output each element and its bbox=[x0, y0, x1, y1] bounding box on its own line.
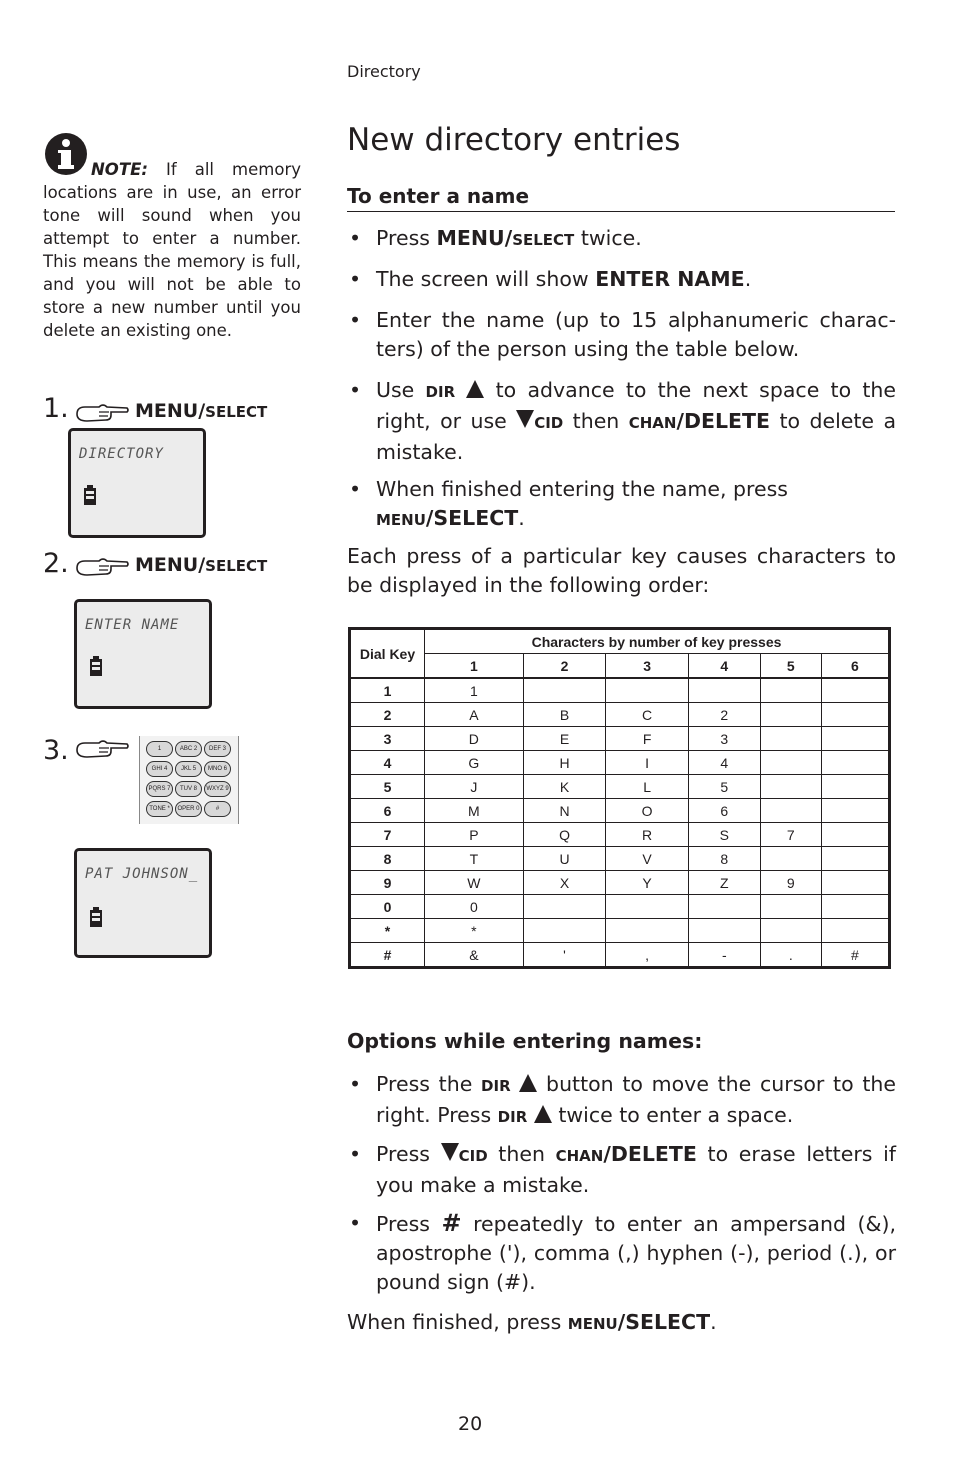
options-heading: Options while entering names: bbox=[347, 1029, 703, 1053]
table-cell bbox=[688, 919, 760, 943]
table-cell bbox=[821, 895, 889, 919]
table-cell: U bbox=[523, 847, 606, 871]
table-cell: 9 bbox=[760, 871, 821, 895]
table-col-header: 6 bbox=[821, 654, 889, 679]
bullet-screen-shows: • The screen will show ENTER NAME. bbox=[349, 267, 752, 291]
table-key-cell: 9 bbox=[350, 871, 425, 895]
table-col-header: 5 bbox=[760, 654, 821, 679]
option-pound-key: • Press # repeatedly to enter an ampersand (&), apostrophe ('), comma (,) hyphen (-), period (.), or pound sign (#). bbox=[349, 1209, 896, 1294]
table-cell: 5 bbox=[688, 775, 760, 799]
keypad-key: TONE * bbox=[146, 801, 173, 817]
step-1-number: 1. bbox=[43, 393, 69, 424]
page-title: New directory entries bbox=[347, 122, 681, 158]
table-cell bbox=[821, 919, 889, 943]
keypad-key: 1 bbox=[146, 741, 173, 757]
pointing-hand-icon bbox=[75, 556, 129, 578]
table-cell bbox=[606, 919, 689, 943]
table-cell: Z bbox=[688, 871, 760, 895]
table-cell: L bbox=[606, 775, 689, 799]
keypad-key: PQRS 7 bbox=[146, 781, 173, 797]
table-cell bbox=[821, 775, 889, 799]
page-number: 20 bbox=[458, 1413, 483, 1435]
table-cell: & bbox=[425, 943, 524, 968]
table-cell: S bbox=[688, 823, 760, 847]
table-cell: V bbox=[606, 847, 689, 871]
table-cell bbox=[821, 727, 889, 751]
pointing-hand-icon bbox=[75, 402, 129, 424]
step-2-number: 2. bbox=[43, 548, 69, 579]
up-arrow-icon bbox=[534, 1105, 552, 1123]
bullet-use-dir: • Use DIR to advance to the next space to the right, or use CID then CHAN/DELETE to delete a mistake. bbox=[349, 378, 897, 464]
pound-key-icon: # bbox=[441, 1209, 462, 1237]
table-row bbox=[350, 678, 890, 703]
table-cell: 3 bbox=[688, 727, 760, 751]
table-header-dial-key: Dial Key bbox=[350, 629, 425, 679]
table-cell bbox=[688, 895, 760, 919]
table-cell: I bbox=[606, 751, 689, 775]
table-cell: A bbox=[425, 703, 524, 727]
battery-icon bbox=[89, 907, 103, 927]
table-cell bbox=[760, 919, 821, 943]
table-cell: ' bbox=[523, 943, 606, 968]
keypad-key: TUV 8 bbox=[175, 781, 202, 797]
table-cell bbox=[606, 895, 689, 919]
table-cell: N bbox=[523, 799, 606, 823]
phone-screen-enter-name bbox=[74, 599, 212, 709]
battery-icon bbox=[89, 656, 103, 676]
table-row bbox=[350, 799, 890, 823]
table-cell: H bbox=[523, 751, 606, 775]
table-cell: K bbox=[523, 775, 606, 799]
table-cell bbox=[606, 678, 689, 703]
table-row bbox=[350, 775, 890, 799]
table-key-cell: 0 bbox=[350, 895, 425, 919]
option-dir-cursor: • Press the DIR button to move the cursor to the right. Press DIR twice to enter a space. bbox=[349, 1072, 896, 1127]
screen-text: DIRECTORY bbox=[79, 446, 164, 462]
phone-screen-directory bbox=[68, 428, 206, 538]
table-cell bbox=[760, 703, 821, 727]
table-cell bbox=[821, 751, 889, 775]
table-cell bbox=[760, 751, 821, 775]
keypad-image bbox=[139, 736, 239, 824]
table-cell: M bbox=[425, 799, 524, 823]
bullet-when-finished: • When finished entering the name, press MENU/SELECT. bbox=[349, 477, 788, 530]
phone-screen-pat-johnson bbox=[74, 848, 212, 958]
table-cell bbox=[760, 799, 821, 823]
table-cell: - bbox=[688, 943, 760, 968]
table-key-cell: 4 bbox=[350, 751, 425, 775]
table-row bbox=[350, 895, 890, 919]
table-cell: E bbox=[523, 727, 606, 751]
table-cell bbox=[760, 727, 821, 751]
table-cell bbox=[760, 847, 821, 871]
keypad-key: JKL 5 bbox=[175, 761, 202, 777]
table-cell bbox=[821, 703, 889, 727]
screen-text: PAT JOHNSON_ bbox=[85, 866, 199, 882]
table-cell bbox=[760, 678, 821, 703]
table-row bbox=[350, 943, 890, 968]
table-cell: X bbox=[523, 871, 606, 895]
table-col-header: 4 bbox=[688, 654, 760, 679]
table-cell: * bbox=[425, 919, 524, 943]
table-cell: W bbox=[425, 871, 524, 895]
table-key-cell: 2 bbox=[350, 703, 425, 727]
table-cell: J bbox=[425, 775, 524, 799]
table-cell bbox=[821, 678, 889, 703]
bullet-enter-name: • Enter the name (up to 15 alphanumeric charac-ters) of the person using the table below. bbox=[349, 308, 896, 361]
table-cell: # bbox=[821, 943, 889, 968]
step-2-menu-select-label: MENU/SELECT bbox=[135, 554, 268, 576]
pointing-hand-icon bbox=[75, 738, 129, 760]
table-header-characters: Characters by number of key presses bbox=[425, 629, 890, 654]
table-cell: F bbox=[606, 727, 689, 751]
table-cell bbox=[523, 919, 606, 943]
table-key-cell: 6 bbox=[350, 799, 425, 823]
table-row bbox=[350, 871, 890, 895]
table-row bbox=[350, 823, 890, 847]
table-cell: , bbox=[606, 943, 689, 968]
table-col-header: 2 bbox=[523, 654, 606, 679]
bullet-press-menu-select: • Press MENU/SELECT twice. bbox=[349, 226, 642, 250]
note-label: NOTE: bbox=[91, 160, 148, 179]
option-erase-letters: • Press CID then CHAN/DELETE to erase letters if you make a mistake. bbox=[349, 1142, 896, 1197]
down-arrow-icon bbox=[441, 1143, 459, 1161]
table-row bbox=[350, 751, 890, 775]
table-cell bbox=[821, 799, 889, 823]
note-text: If all memory locations are in use, an error tone will sound when you attempt to enter a number. This means the memory is full, and you will not be able to store a new number until you delete an existing one. bbox=[43, 160, 301, 340]
table-cell bbox=[760, 895, 821, 919]
table-cell: G bbox=[425, 751, 524, 775]
table-cell bbox=[821, 871, 889, 895]
table-row bbox=[350, 847, 890, 871]
table-key-cell: * bbox=[350, 919, 425, 943]
keypad-key: GHI 4 bbox=[146, 761, 173, 777]
page-header: Directory bbox=[347, 62, 421, 81]
keypad-key: DEF 3 bbox=[204, 741, 231, 757]
memory-full-note bbox=[43, 158, 301, 342]
table-cell: Q bbox=[523, 823, 606, 847]
table-cell bbox=[821, 823, 889, 847]
table-key-cell: 5 bbox=[350, 775, 425, 799]
order-paragraph: Each press of a particular key causes characters to be displayed in the following order: bbox=[347, 544, 896, 597]
up-arrow-icon bbox=[519, 1074, 537, 1092]
table-key-cell: 3 bbox=[350, 727, 425, 751]
table-row bbox=[350, 703, 890, 727]
keypad-key: # bbox=[204, 801, 231, 817]
step-1-menu-select-label: MENU/SELECT bbox=[135, 400, 268, 422]
table-cell: 6 bbox=[688, 799, 760, 823]
table-cell: . bbox=[760, 943, 821, 968]
table-col-header: 3 bbox=[606, 654, 689, 679]
table-cell: D bbox=[425, 727, 524, 751]
keypad-key: ABC 2 bbox=[175, 741, 202, 757]
table-cell: 1 bbox=[425, 678, 524, 703]
keypad-key: WXYZ 9 bbox=[204, 781, 231, 797]
battery-icon bbox=[83, 485, 97, 505]
keypad-key: MNO 6 bbox=[204, 761, 231, 777]
screen-text: ENTER NAME bbox=[85, 617, 180, 633]
keypad-key: OPER 0 bbox=[175, 801, 202, 817]
table-key-cell: 7 bbox=[350, 823, 425, 847]
table-cell bbox=[523, 678, 606, 703]
table-cell: T bbox=[425, 847, 524, 871]
table-cell: R bbox=[606, 823, 689, 847]
table-key-cell: # bbox=[350, 943, 425, 968]
table-cell bbox=[760, 775, 821, 799]
finish-paragraph: When finished, press MENU/SELECT. bbox=[347, 1310, 717, 1334]
table-key-cell: 1 bbox=[350, 678, 425, 703]
table-row bbox=[350, 919, 890, 943]
up-arrow-icon bbox=[466, 380, 484, 398]
table-cell bbox=[688, 678, 760, 703]
table-cell: C bbox=[606, 703, 689, 727]
table-cell: 7 bbox=[760, 823, 821, 847]
table-row bbox=[350, 727, 890, 751]
table-cell: 8 bbox=[688, 847, 760, 871]
down-arrow-icon bbox=[516, 410, 534, 428]
table-cell: 4 bbox=[688, 751, 760, 775]
table-cell: O bbox=[606, 799, 689, 823]
table-cell bbox=[523, 895, 606, 919]
table-cell: B bbox=[523, 703, 606, 727]
table-col-header: 1 bbox=[425, 654, 524, 679]
section-heading: To enter a name bbox=[347, 184, 895, 212]
table-cell bbox=[821, 847, 889, 871]
step-3-number: 3. bbox=[43, 735, 69, 766]
character-table bbox=[348, 627, 891, 969]
table-cell: 2 bbox=[688, 703, 760, 727]
table-cell: 0 bbox=[425, 895, 524, 919]
table-key-cell: 8 bbox=[350, 847, 425, 871]
table-cell: P bbox=[425, 823, 524, 847]
table-cell: Y bbox=[606, 871, 689, 895]
